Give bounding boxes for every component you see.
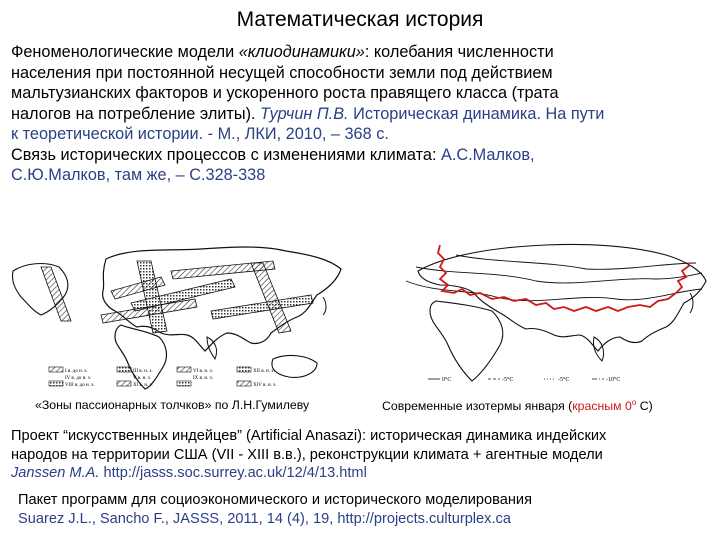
legend-label: V в. н. э. <box>133 376 152 381</box>
clio-term: «клиодинамики» <box>238 43 365 61</box>
software-package-paragraph <box>18 491 708 529</box>
suarez-citation[interactable]: Suarez J.L., Sancho F., JASSS, 2011, 14 (4), 19, http://projects.culturplex.ca <box>18 511 511 527</box>
isotherm-label: 0°C <box>442 377 452 383</box>
legend-label: IV в. до н. э. <box>65 376 92 381</box>
right-map-caption: Современные изотермы января (красным 0$^o$ С) <box>382 398 653 414</box>
legend-label: IX в. н. э. <box>193 376 213 381</box>
legend-label: I в. до н. э. <box>65 369 88 374</box>
turchin-author: Турчин П.В. <box>260 104 349 123</box>
isotherm-legend <box>428 376 620 383</box>
page-title: Математическая история <box>236 8 484 31</box>
turchin-citation: к теоретической истории. - М., ЛКИ, 2010, – 368 с. <box>11 125 389 143</box>
malkov-citation: С.Ю.Малков, там же, – С.328-338 <box>11 166 266 184</box>
intro-line-1: Феноменологические модели «клиодинамики»: колебания численности <box>11 43 554 61</box>
australia-outline <box>272 356 317 378</box>
degree-mark: o <box>631 398 637 407</box>
intro-line-3: мальтузианских факторов и ускоренного роста правящего класса (трата <box>11 84 559 102</box>
legend-label: III в. н. э. <box>133 369 153 374</box>
japan-outline <box>690 293 693 313</box>
isotherm-map-drawing <box>396 241 712 391</box>
legend-label: VIII в. до н. э. <box>65 383 95 388</box>
isotherm-label: -5°C <box>558 377 570 383</box>
malkov-authors: А.С.Малков, <box>441 145 535 164</box>
anasazi-line-3 <box>11 464 711 483</box>
isotherm-minus5 <box>406 281 702 301</box>
turchin-title: Историческая динамика. На пути <box>348 104 605 123</box>
left-map-caption: «Зоны пассионарных толчков» по Л.Н.Гумилеву <box>35 398 310 412</box>
legend-label: XI в. н. э. <box>133 383 153 388</box>
africa-outline <box>430 301 503 381</box>
janssen-author: Janssen M.A. <box>11 465 100 481</box>
passionarity-map-drawing <box>11 241 351 391</box>
isotherm-label: -10°C <box>606 377 621 383</box>
india-outline <box>593 337 603 361</box>
isotherm-minus10 <box>416 267 702 283</box>
january-isotherms-map <box>396 241 712 391</box>
passionarity-zones-map <box>11 241 351 391</box>
legend-label: XII в. н. э. <box>253 369 275 374</box>
isotherm-label: -5°C <box>502 377 514 383</box>
intro-paragraph <box>11 42 711 186</box>
japan-outline <box>323 297 326 315</box>
anasazi-paragraph <box>11 427 711 483</box>
isotherm-zero-red <box>438 245 690 311</box>
zone-band-7 <box>251 263 291 333</box>
intro-line-4: налогов на потребление элиты). Турчин П.В. Историческая динамика. На пути <box>11 104 605 123</box>
package-line-1: Пакет программ для социоэкономического и исторического моделирования <box>18 492 532 508</box>
red-isotherm-note: красным 0 <box>572 399 632 414</box>
intro-line-6: Связь исторических процессов с изменениями климата: А.С.Малков, <box>11 145 535 164</box>
jasss-url[interactable]: http://jasss.soc.surrey.ac.uk/12/4/13.html <box>99 465 367 481</box>
eurasia-outline <box>418 244 706 351</box>
isotherm-minus15 <box>456 255 696 269</box>
legend-label: VI в. н. э. <box>193 369 213 374</box>
intro-line-2: населения при постоянной несущей способности земли под действием <box>11 63 553 82</box>
anasazi-line-1: Проект “искусственных индейцев” (Artificial Anasazi): историческая динамика индейских <box>11 428 607 444</box>
zone-band-4 <box>211 295 313 319</box>
legend-label: XIV в. н. э. <box>253 383 277 388</box>
map-legend <box>49 367 276 388</box>
anasazi-line-2: народов на территории США (VII - XIII в.в.), реконструкции климата + агентные модели <box>11 446 603 463</box>
